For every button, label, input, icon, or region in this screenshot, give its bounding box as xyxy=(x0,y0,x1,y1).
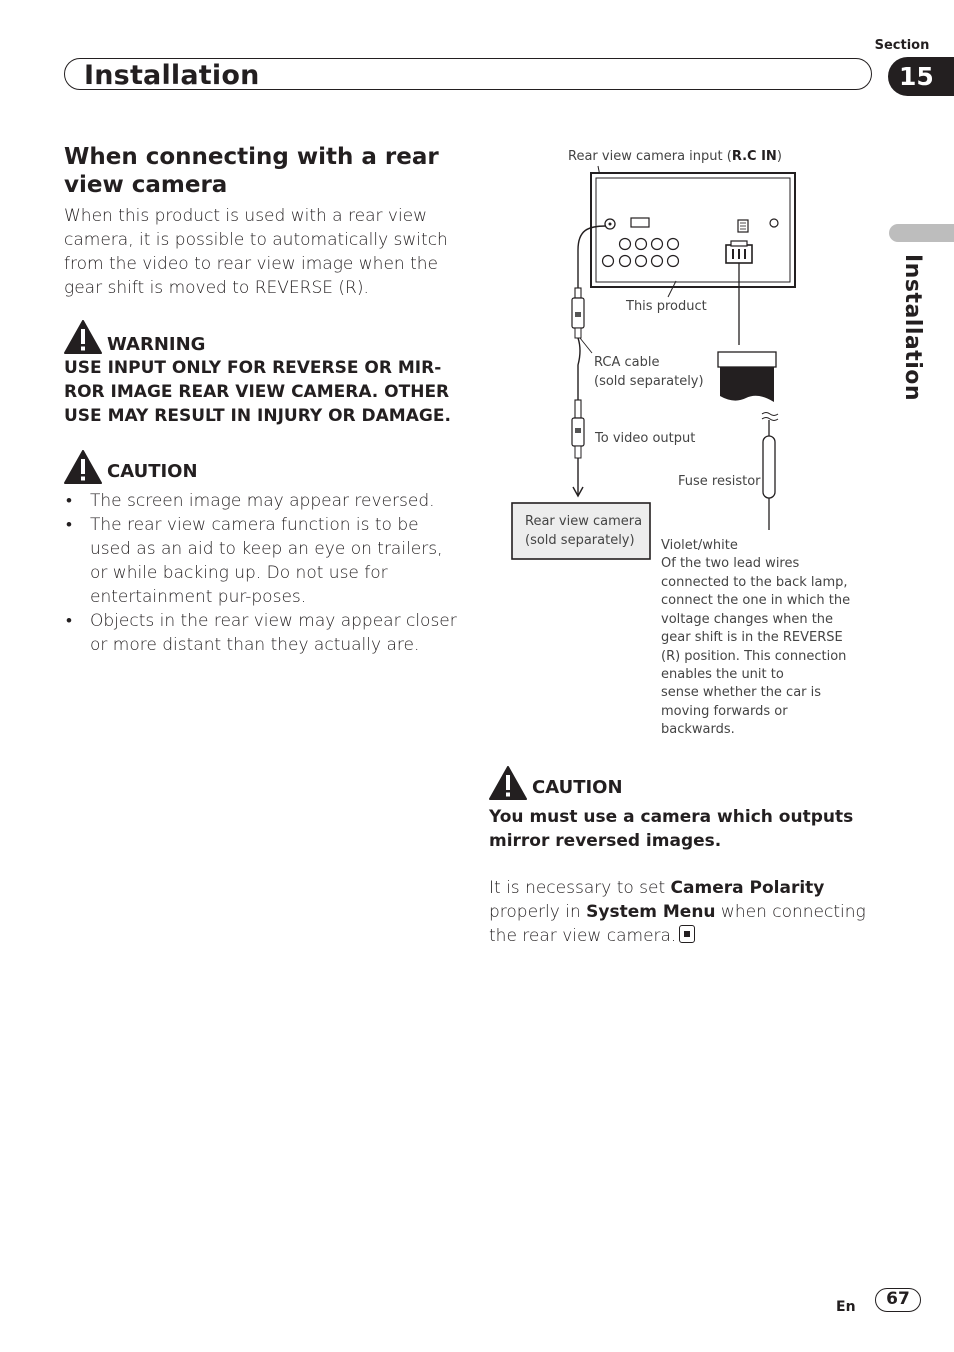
caution-title: CAUTION xyxy=(107,461,198,482)
wire-note-line: sense whether the car is xyxy=(661,685,822,700)
camera-box-sub-label: (sold separately) xyxy=(525,533,635,548)
rca-cable-label: RCA cable xyxy=(594,355,660,370)
rca-plug-lower xyxy=(572,400,584,458)
wire-break-mark xyxy=(762,413,778,421)
wire-note-line: Violet/white xyxy=(661,538,738,553)
fuse-resistor-shape xyxy=(763,436,775,498)
caution-title: CAUTION xyxy=(532,777,623,798)
list-item: • The screen image may appear reversed. xyxy=(64,489,459,513)
warning-title: WARNING xyxy=(107,334,206,355)
setting-note xyxy=(489,876,884,948)
caution-triangle-icon xyxy=(64,450,102,484)
wire-note-line: enables the unit to xyxy=(661,667,784,682)
wire-note-line: connect the one in which the xyxy=(661,593,851,608)
language-code: En xyxy=(836,1299,856,1315)
video-output-label: To video output xyxy=(595,431,696,446)
section-heading: When connecting with a rear view camera xyxy=(64,144,439,198)
rca-plug-upper xyxy=(572,288,584,338)
page-number: 67 xyxy=(875,1288,921,1312)
wire-note xyxy=(661,538,850,737)
section-number-badge: 15 xyxy=(888,57,954,96)
list-item: • Objects in the rear view may appear closer or more distant than they actually are. xyxy=(64,609,459,657)
rca-cable-sub-label: (sold separately) xyxy=(594,374,704,389)
wire-note-line: voltage changes when the xyxy=(661,612,834,627)
caution-list xyxy=(64,489,459,657)
wire-note-line: moving forwards or xyxy=(661,704,788,719)
caution-triangle-icon xyxy=(489,766,527,800)
wire-note-line: connected to the back lamp, xyxy=(661,575,848,590)
wire-note-line: backwards. xyxy=(661,722,735,737)
caution-text: You must use a camera which outputs mirror reversed images. xyxy=(489,807,854,851)
note-text: when connecting the rear view camera. xyxy=(489,902,866,946)
rca-cable-mid xyxy=(578,338,580,400)
wire-note-line: gear shift is in the REVERSE xyxy=(661,630,843,645)
rca-leader-line xyxy=(580,338,592,353)
side-tab-label: Installation xyxy=(900,254,925,402)
wiring-diagram xyxy=(488,140,888,750)
wire-connector-illustration xyxy=(718,352,776,402)
warning-text: USE INPUT ONLY FOR REVERSE OR MIR-ROR IMAGE REAR VIEW CAMERA. OTHER USE MAY RESULT IN INJURY OR DAMAGE. xyxy=(64,358,451,426)
this-product-label: This product xyxy=(626,299,707,314)
system-menu-term: System Menu xyxy=(586,902,716,922)
list-item: • The rear view camera function is to be used as an aid to keep an eye on trailers, or while backing up. Do not use for entertainment pur-poses. xyxy=(64,513,459,609)
end-mark-icon xyxy=(679,925,695,943)
camera-box-label: Rear view camera xyxy=(525,514,643,529)
wire-note-line: Of the two lead wires xyxy=(661,556,800,571)
input-label: Rear view camera input (R.C IN) xyxy=(568,149,782,164)
head-unit-illustration xyxy=(591,173,795,287)
fuse-resistor-label: Fuse resistor xyxy=(678,474,761,489)
wire-note-line: (R) position. This connection xyxy=(661,649,847,664)
camera-polarity-term: Camera Polarity xyxy=(670,878,825,898)
warning-triangle-icon xyxy=(64,320,102,354)
section-label: Section xyxy=(874,38,930,53)
note-text: It is necessary to set xyxy=(489,878,671,898)
note-text: properly in xyxy=(489,902,587,922)
page-title: Installation xyxy=(84,60,260,91)
rear-camera-box xyxy=(512,503,650,559)
side-tab-marker xyxy=(889,224,954,242)
intro-paragraph: When this product is used with a rear view camera, it is possible to automatically switch from the video to rear view image when the gear shift is moved to REVERSE (R). xyxy=(64,206,448,298)
